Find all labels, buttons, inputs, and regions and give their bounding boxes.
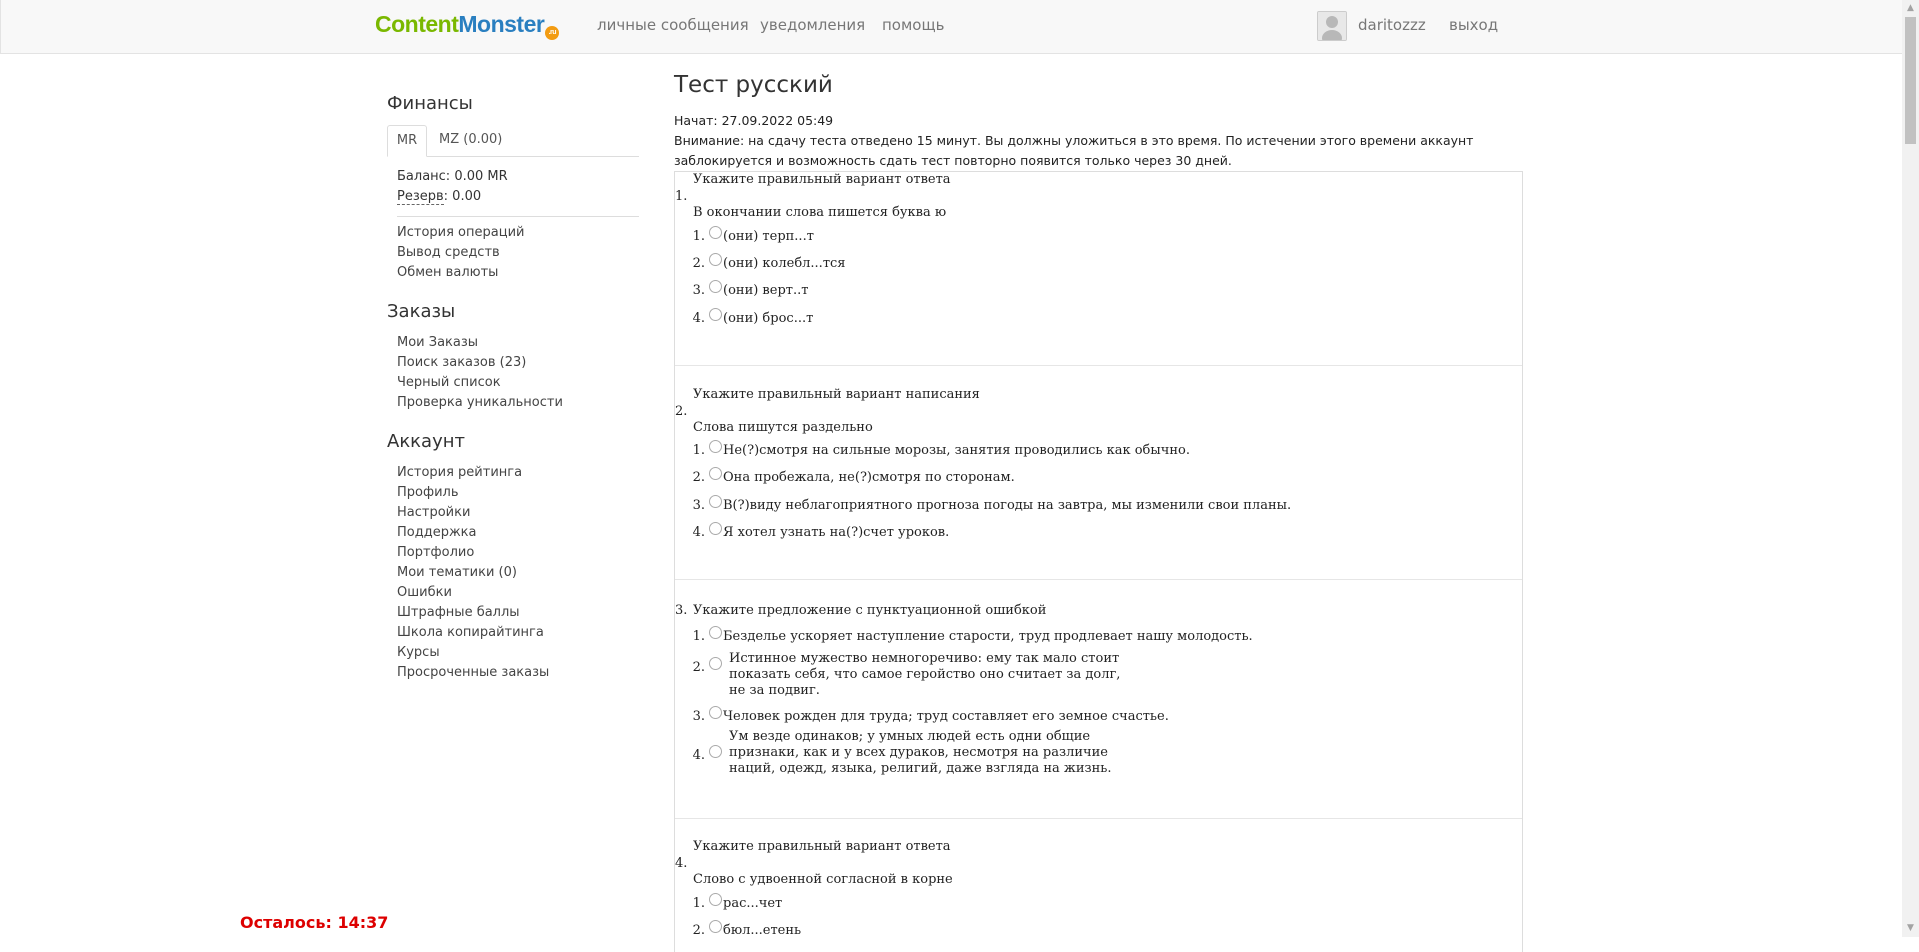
currency-tabs — [387, 125, 639, 157]
link-rating-history[interactable]: История рейтинга — [397, 465, 523, 480]
logo-badge: .ru — [545, 26, 559, 40]
question-separator — [675, 365, 1522, 366]
option-number: 1. — [692, 443, 705, 458]
logo[interactable]: ContentMonster .ru — [375, 11, 559, 40]
option-number: 3. — [692, 283, 705, 298]
question-3-number: 3. — [675, 603, 688, 618]
countdown-timer: Осталось: 14:37 — [240, 913, 389, 932]
option-number: 2. — [692, 256, 705, 271]
q1-option-1[interactable] — [689, 226, 814, 244]
logout-link[interactable]: выход — [1449, 16, 1499, 34]
radio-button[interactable] — [709, 920, 722, 933]
option-label: бюл...етень — [723, 923, 802, 938]
radio-button[interactable] — [709, 467, 722, 480]
divider — [397, 216, 639, 217]
nav-messages-link[interactable]: личные сообщения — [597, 16, 749, 34]
question-1-number: 1. — [675, 189, 688, 204]
question-separator — [675, 818, 1522, 819]
page-title: Тест русский — [674, 72, 833, 98]
option-label: (они) брос...т — [723, 311, 814, 326]
nav-help-link[interactable]: помощь — [882, 16, 945, 34]
q2-option-1[interactable] — [689, 440, 1190, 458]
option-number: 2. — [692, 923, 705, 938]
link-exchange[interactable]: Обмен валюты — [397, 265, 499, 280]
option-number: 1. — [692, 629, 705, 644]
link-penalty-points[interactable]: Штрафные баллы — [397, 605, 520, 620]
option-label: Человек рожден для труда; труд составляет его земное счастье. — [723, 709, 1169, 724]
question-4-subtitle: Слово с удвоенной согласной в корне — [693, 872, 953, 887]
radio-button[interactable] — [709, 308, 722, 321]
link-blacklist[interactable]: Черный список — [397, 375, 501, 390]
radio-button[interactable] — [709, 253, 722, 266]
link-my-orders[interactable]: Мои Заказы — [397, 335, 479, 350]
link-support[interactable]: Поддержка — [397, 525, 477, 540]
q3-option-4[interactable] — [689, 745, 723, 763]
scroll-up-arrow-icon[interactable]: ▲ — [1907, 3, 1914, 13]
option-number: 1. — [692, 229, 705, 244]
questions-container — [674, 171, 1523, 952]
avatar[interactable] — [1317, 11, 1347, 41]
radio-button[interactable] — [709, 495, 722, 508]
reserve-text — [397, 189, 481, 204]
top-navbar — [0, 0, 1904, 54]
question-1-title: Укажите правильный вариант ответа — [693, 172, 951, 187]
option-label: Она пробежала, не(?)смотря по сторонам. — [723, 470, 1015, 485]
radio-button[interactable] — [709, 522, 722, 535]
question-4-number: 4. — [675, 856, 688, 871]
q2-option-3[interactable] — [689, 495, 1291, 513]
warning-line-1: Внимание: на сдачу теста отведено 15 минут. Вы должны уложиться в это время. По истечении этого времени аккаунт — [674, 133, 1474, 148]
radio-button[interactable] — [709, 626, 722, 639]
q1-option-2[interactable] — [689, 253, 846, 271]
link-operations-history[interactable]: История операций — [397, 225, 525, 240]
radio-button[interactable] — [709, 745, 722, 758]
radio-button[interactable] — [709, 706, 722, 719]
option-number: 4. — [692, 525, 705, 540]
question-3-title: 3. Укажите предложение с пунктуационной ошибкой — [675, 603, 1047, 618]
radio-button[interactable] — [709, 893, 722, 906]
link-overdue-orders[interactable]: Просроченные заказы — [397, 665, 550, 680]
q2-option-4[interactable] — [689, 522, 949, 540]
radio-button[interactable] — [709, 226, 722, 239]
link-search-orders[interactable]: Поиск заказов (23) — [397, 355, 527, 370]
reserve-label[interactable]: Резерв — [397, 189, 444, 204]
link-uniqueness-check[interactable]: Проверка уникальности — [397, 395, 563, 410]
q3-option-4-label: Ум везде одинаков; у умных людей есть одни общие признаки, как и у всех дураков, несмотря на различие наций, одежд, языка, религий, даже взгляда на жизнь. — [729, 729, 1112, 776]
option-number: 4. — [692, 311, 705, 326]
link-copywriting-school[interactable]: Школа копирайтинга — [397, 625, 544, 640]
tab-mz[interactable]: MZ (0.00) — [439, 132, 503, 147]
q3-option-2[interactable] — [689, 657, 723, 675]
question-2-number: 2. — [675, 404, 688, 419]
q1-option-3[interactable] — [689, 280, 808, 298]
q2-option-2[interactable] — [689, 467, 1015, 485]
finance-heading: Финансы — [387, 93, 473, 114]
scroll-thumb[interactable] — [1905, 17, 1916, 144]
link-settings[interactable]: Настройки — [397, 505, 471, 520]
option-label: рас...чет — [723, 896, 783, 911]
nav-notifications-link[interactable]: уведомления — [760, 16, 866, 34]
question-2-subtitle: Слова пишутся раздельно — [693, 420, 873, 435]
link-errors[interactable]: Ошибки — [397, 585, 452, 600]
link-courses[interactable]: Курсы — [397, 645, 440, 660]
question-separator — [675, 579, 1522, 580]
user-icon — [1318, 12, 1346, 40]
radio-button[interactable] — [709, 280, 722, 293]
radio-button[interactable] — [709, 440, 722, 453]
link-profile[interactable]: Профиль — [397, 485, 459, 500]
link-my-topics[interactable]: Мои тематики (0) — [397, 565, 517, 580]
q1-option-4[interactable] — [689, 308, 813, 326]
balance-text: Баланс: 0.00 MR — [397, 169, 508, 184]
link-withdraw[interactable]: Вывод средств — [397, 245, 500, 260]
reserve-value: : 0.00 — [443, 189, 482, 204]
radio-button[interactable] — [709, 657, 722, 670]
option-label: Безделье ускоряет наступление старости, труд продлевает нашу молодость. — [723, 629, 1253, 644]
page-scrollbar[interactable] — [1902, 0, 1919, 937]
option-label: Я хотел узнать на(?)счет уроков. — [723, 525, 950, 540]
option-label: Не(?)смотря на сильные морозы, занятия проводились как обычно. — [723, 443, 1190, 458]
q4-option-2[interactable] — [689, 920, 801, 938]
q3-option-1[interactable] — [689, 626, 1253, 644]
tab-mr[interactable]: MR — [387, 125, 427, 157]
option-label: (они) верт..т — [723, 283, 809, 298]
option-number: 3. — [692, 709, 705, 724]
q3-option-3[interactable] — [689, 706, 1169, 724]
option-label: В(?)виду неблагоприятного прогноза погоды на завтра, мы изменили свои планы. — [723, 498, 1292, 513]
option-number: 2. — [692, 660, 705, 675]
warning-line-2: заблокируется и возможность сдать тест повторно появится только через 30 дней. — [674, 153, 1232, 168]
option-number: 4. — [692, 748, 705, 763]
option-number: 3. — [692, 498, 705, 513]
option-label: (они) колебл...тся — [723, 256, 846, 271]
username-link[interactable]: daritozzz — [1358, 16, 1426, 34]
question-2-title: Укажите правильный вариант написания — [693, 387, 980, 402]
option-number: 1. — [692, 896, 705, 911]
account-heading: Аккаунт — [387, 431, 465, 452]
link-portfolio[interactable]: Портфолио — [397, 545, 475, 560]
question-4-title: Укажите правильный вариант ответа — [693, 839, 951, 854]
question-1-subtitle: В окончании слова пишется буква ю — [693, 205, 947, 220]
started-text: Начат: 27.09.2022 05:49 — [674, 113, 834, 128]
q3-option-2-label: Истинное мужество немногоречиво: ему так мало стоит показать себя, что самое геройство оно считает за долг, не за подвиг. — [729, 651, 1121, 698]
option-label: (они) терп...т — [723, 229, 814, 244]
orders-heading: Заказы — [387, 301, 456, 322]
q4-option-1[interactable] — [689, 893, 782, 911]
scroll-down-arrow-icon[interactable]: ▼ — [1907, 923, 1914, 933]
option-number: 2. — [692, 470, 705, 485]
